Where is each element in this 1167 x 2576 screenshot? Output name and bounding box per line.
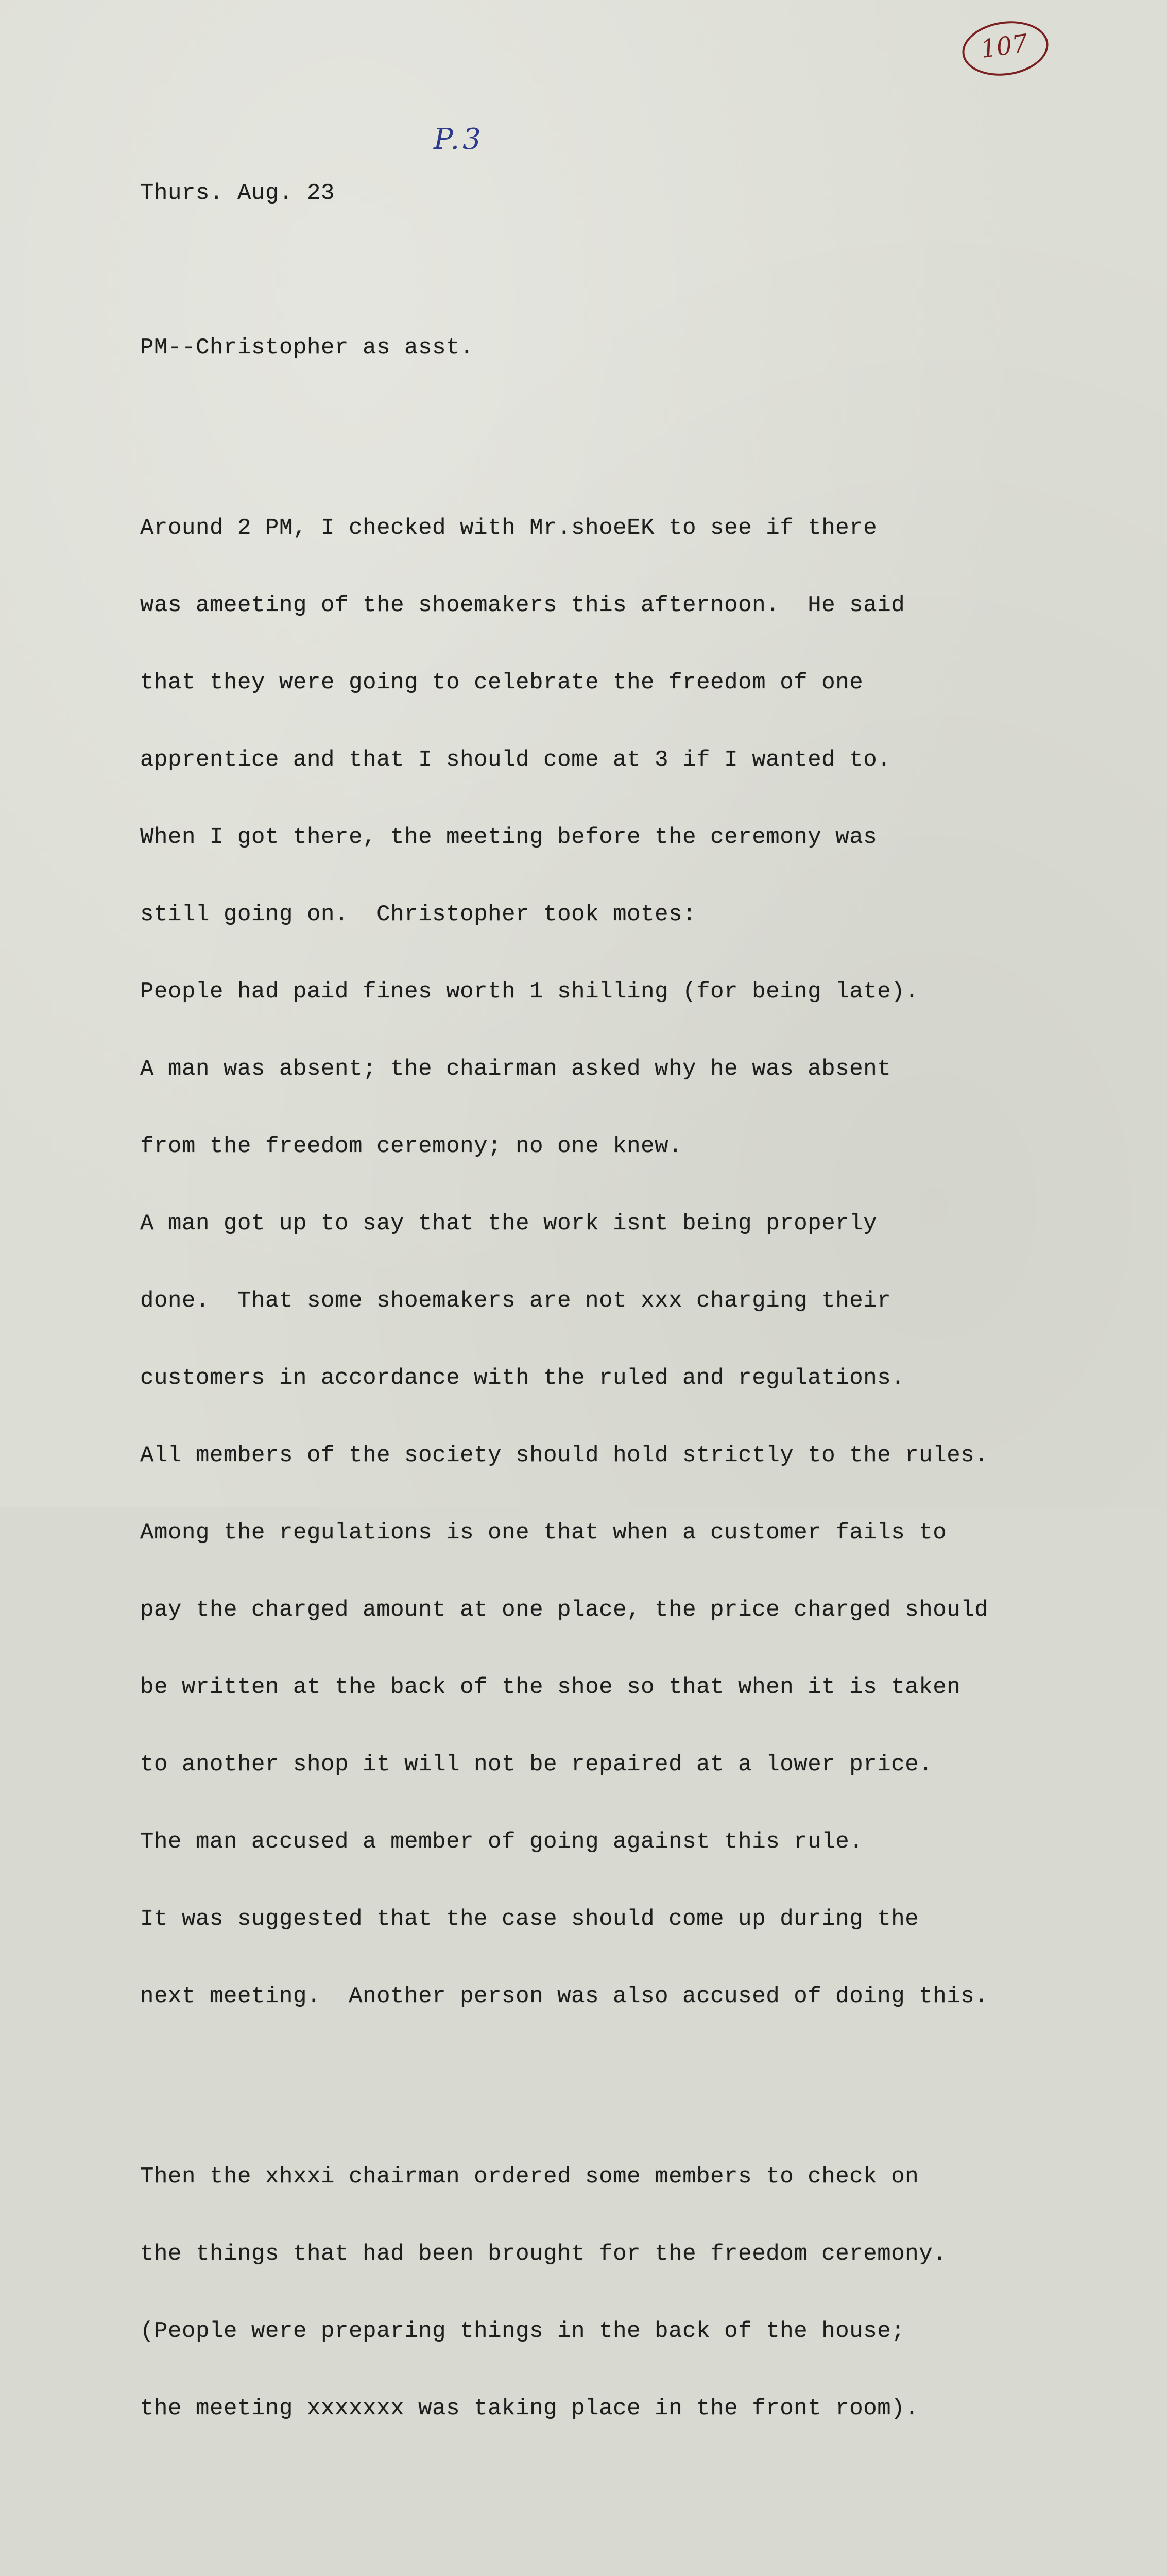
text-line: that they were going to celebrate the freedom of one [140, 670, 864, 696]
text-line: Then the xhxxi chairman ordered some members to check on [140, 2164, 919, 2190]
text-line: be written at the back of the shoe so that when it is taken [140, 1674, 961, 1700]
text-line: pay the charged amount at one place, the price charged should [140, 1597, 989, 1623]
blank-line [140, 2061, 988, 2087]
text-line: It was suggested that the case should come up during the [140, 1906, 919, 1932]
text-line: A man got up to say that the work isnt being properly [140, 1211, 878, 1236]
typed-text [140, 129, 988, 2576]
text-line: customers in accordance with the ruled and regulations. [140, 1365, 905, 1391]
assistant-line: PM--Christopher as asst. [140, 335, 474, 361]
blank-line [140, 2473, 988, 2499]
text-line: was ameeting of the shoemakers this afternoon. He said [140, 592, 905, 618]
text-line: to another shop it will not be repaired at a lower price. [140, 1752, 933, 1777]
text-line: The man accused a member of going against this rule. [140, 1829, 864, 1855]
text-line: A man was absent; the chairman asked why he was absent [140, 1056, 891, 1082]
text-line: the meeting xxxxxxx was taking place in the front room). [140, 2396, 919, 2421]
text-line: from the freedom ceremony; no one knew. [140, 1133, 683, 1159]
text-line: done. That some shoemakers are not xxx charging their [140, 1288, 891, 1314]
page-number: 107 [979, 28, 1030, 64]
text-line: When I got there, the meeting before the ceremony was [140, 824, 878, 850]
text-line: apprentice and that I should come at 3 if I wanted to. [140, 747, 891, 773]
date-line: Thurs. Aug. 23 [140, 180, 335, 206]
text-line: the things that had been brought for the freedom ceremony. [140, 2241, 947, 2267]
text-line: Among the regulations is one that when a customer fails to [140, 1520, 947, 1546]
handwritten-page-note: P.3 [434, 123, 484, 156]
blank-line [140, 412, 988, 438]
text-line: still going on. Christopher took motes: [140, 902, 697, 927]
text-line: Around 2 PM, I checked with Mr.shoeEK to see if there [140, 515, 878, 541]
text-line: next meeting. Another person was also accused of doing this. [140, 1984, 989, 2009]
text-line: (People were preparing things in the back of the house; [140, 2318, 905, 2344]
text-line: All members of the society should hold strictly to the rules. [140, 1443, 989, 1468]
blank-line [140, 258, 988, 283]
text-line: People had paid fines worth 1 shilling (for being late). [140, 979, 919, 1005]
